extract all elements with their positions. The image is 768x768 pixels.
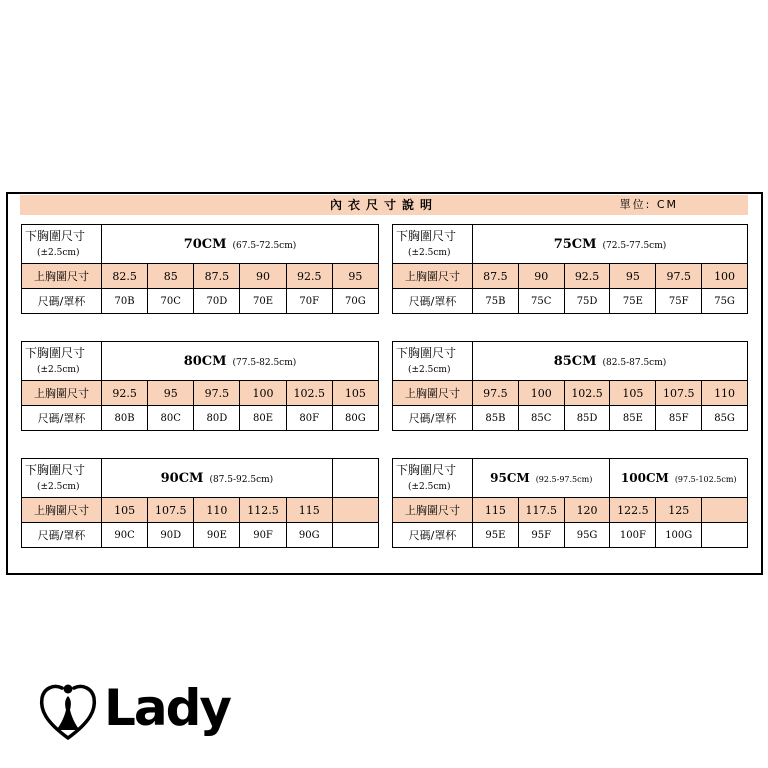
size-value: 80D [194, 406, 240, 431]
size-value: 90C [102, 523, 148, 548]
band-cell-100: 100CM (97.5-102.5cm) [610, 459, 748, 498]
size-value: 85D [564, 406, 610, 431]
size-row [393, 406, 748, 431]
size-value: 70C [148, 289, 194, 314]
bust-value: 92.5 [102, 381, 148, 406]
size-value: 70E [240, 289, 286, 314]
bust-value: 107.5 [656, 381, 702, 406]
bust-value: 87.5 [194, 264, 240, 289]
bust-value: 102.5 [286, 381, 332, 406]
bust-value: 110 [702, 381, 748, 406]
size-value: 70G [332, 289, 378, 314]
brand-name: Lady [104, 679, 230, 737]
band-cell: 70CM (67.5-72.5cm) [102, 225, 379, 264]
size-table-85 [392, 341, 748, 431]
size-row [393, 523, 748, 548]
size-value: 85C [518, 406, 564, 431]
size-value: 70F [286, 289, 332, 314]
empty-cell [332, 498, 378, 523]
bust-value: 87.5 [473, 264, 519, 289]
unit-label: 單位: CM [619, 198, 678, 211]
bust-row [22, 498, 379, 523]
bust-value: 92.5 [564, 264, 610, 289]
size-value: 95G [564, 523, 610, 548]
size-value: 90G [286, 523, 332, 548]
size-value: 90F [240, 523, 286, 548]
bust-row [393, 498, 748, 523]
size-value: 90D [148, 523, 194, 548]
bust-value: 85 [148, 264, 194, 289]
underbust-label-cell: 下胸圍尺寸 (±2.5cm) [22, 459, 102, 498]
bust-value: 95 [332, 264, 378, 289]
bust-value: 95 [148, 381, 194, 406]
size-row [22, 523, 379, 548]
band-cell: 80CM (77.5-82.5cm) [102, 342, 379, 381]
size-table-75 [392, 224, 748, 314]
size-value: 75F [656, 289, 702, 314]
bust-label: 上胸圍尺寸 [22, 264, 102, 289]
bust-row [393, 264, 748, 289]
empty-cell [702, 523, 748, 548]
size-value: 80E [240, 406, 286, 431]
size-value: 85B [473, 406, 519, 431]
band-cell: 85CM (82.5-87.5cm) [473, 342, 748, 381]
bust-label: 上胸圍尺寸 [393, 264, 473, 289]
size-value: 95F [518, 523, 564, 548]
size-table-95-100 [392, 458, 748, 548]
underbust-label-cell: 下胸圍尺寸 (±2.5cm) [22, 225, 102, 264]
size-label: 尺碼/罩杯 [393, 523, 473, 548]
band-cell: 75CM (72.5-77.5cm) [473, 225, 748, 264]
bust-value: 105 [610, 381, 656, 406]
size-value: 70B [102, 289, 148, 314]
band-cell-95: 95CM (92.5-97.5cm) [473, 459, 610, 498]
underbust-label-cell: 下胸圍尺寸 (±2.5cm) [393, 342, 473, 381]
bust-value: 122.5 [610, 498, 656, 523]
bust-value: 100 [518, 381, 564, 406]
brand-logo [38, 680, 238, 742]
bust-value: 105 [332, 381, 378, 406]
size-value: 75C [518, 289, 564, 314]
bust-value: 100 [240, 381, 286, 406]
empty-cell [332, 459, 378, 498]
bust-value: 97.5 [656, 264, 702, 289]
size-value: 75B [473, 289, 519, 314]
bust-value: 97.5 [473, 381, 519, 406]
empty-cell [332, 523, 378, 548]
size-value: 85E [610, 406, 656, 431]
size-label: 尺碼/罩杯 [22, 289, 102, 314]
size-value: 70D [194, 289, 240, 314]
size-chart-header [20, 195, 748, 215]
bust-value: 107.5 [148, 498, 194, 523]
size-value: 80C [148, 406, 194, 431]
bust-value: 97.5 [194, 381, 240, 406]
size-value: 80G [332, 406, 378, 431]
bust-label: 上胸圍尺寸 [22, 381, 102, 406]
size-value: 100G [656, 523, 702, 548]
size-row [22, 289, 379, 314]
empty-cell [702, 498, 748, 523]
bust-row [22, 381, 379, 406]
size-value: 75E [610, 289, 656, 314]
band-cell: 90CM (87.5-92.5cm) [102, 459, 333, 498]
underbust-label-cell: 下胸圍尺寸 (±2.5cm) [393, 459, 473, 498]
bust-value: 95 [610, 264, 656, 289]
size-label: 尺碼/罩杯 [22, 406, 102, 431]
size-table-70 [21, 224, 379, 314]
bust-value: 120 [564, 498, 610, 523]
bust-row [393, 381, 748, 406]
bust-value: 125 [656, 498, 702, 523]
bust-value: 82.5 [102, 264, 148, 289]
size-row [22, 406, 379, 431]
bust-value: 115 [473, 498, 519, 523]
size-value: 80F [286, 406, 332, 431]
size-value: 75D [564, 289, 610, 314]
bust-value: 117.5 [518, 498, 564, 523]
underbust-label-cell: 下胸圍尺寸 (±2.5cm) [393, 225, 473, 264]
size-table-90 [21, 458, 379, 548]
size-value: 80B [102, 406, 148, 431]
bust-label: 上胸圍尺寸 [393, 498, 473, 523]
bust-value: 105 [102, 498, 148, 523]
bust-value: 110 [194, 498, 240, 523]
bust-value: 100 [702, 264, 748, 289]
size-label: 尺碼/罩杯 [22, 523, 102, 548]
size-value: 90E [194, 523, 240, 548]
size-row [393, 289, 748, 314]
size-value: 100F [610, 523, 656, 548]
bust-label: 上胸圍尺寸 [22, 498, 102, 523]
bust-value: 90 [518, 264, 564, 289]
size-value: 75G [702, 289, 748, 314]
bust-row [22, 264, 379, 289]
size-value: 85G [702, 406, 748, 431]
bust-label: 上胸圍尺寸 [393, 381, 473, 406]
size-table-80 [21, 341, 379, 431]
underbust-label-cell: 下胸圍尺寸 (±2.5cm) [22, 342, 102, 381]
page-title: 內衣尺寸說明 [329, 198, 438, 212]
bust-value: 92.5 [286, 264, 332, 289]
lady-heart-icon [38, 680, 98, 742]
bust-value: 90 [240, 264, 286, 289]
size-value: 95E [473, 523, 519, 548]
bust-value: 115 [286, 498, 332, 523]
bust-value: 102.5 [564, 381, 610, 406]
size-label: 尺碼/罩杯 [393, 406, 473, 431]
size-value: 85F [656, 406, 702, 431]
bust-value: 112.5 [240, 498, 286, 523]
size-label: 尺碼/罩杯 [393, 289, 473, 314]
